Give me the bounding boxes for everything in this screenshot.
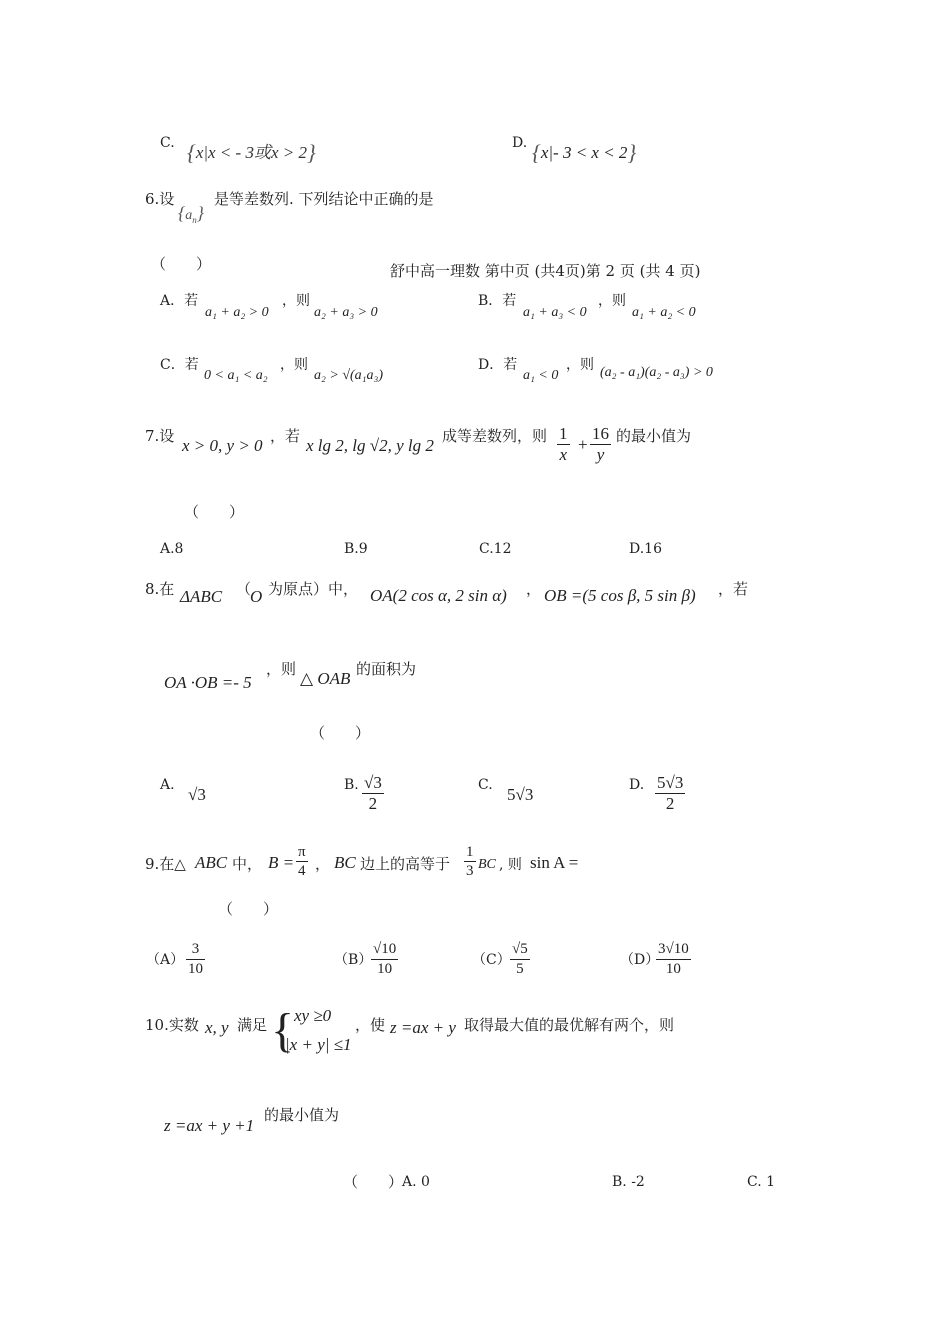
q9-bc-2: BC <box>478 857 496 872</box>
q6-option-c-then: ，则 <box>280 357 308 373</box>
q10-stem2: 的最小值为 <box>264 1106 340 1124</box>
page-header: 舒中高一理数 第中页 (共4页)第 2 页 (共 4 页) <box>390 262 701 280</box>
q9-option-c-label: （C） <box>472 952 511 968</box>
q8-option-a-label: A. <box>160 777 175 793</box>
q7-option-a: A.8 <box>160 541 184 557</box>
q9-angle-b: B = <box>268 853 295 872</box>
q10-shi: ，使 <box>355 1016 386 1034</box>
q8-option-d-label: D. <box>629 777 645 793</box>
q8-vector-oa: OA(2 cos α, 2 sin α) <box>370 586 507 605</box>
q9-ze: , 则 <box>499 857 522 873</box>
q9-option-b-label: （B） <box>334 952 373 968</box>
q7-condition: x > 0, y > 0 <box>182 436 263 455</box>
q7-sequence: x lg 2, lg √2, y lg 2 <box>306 436 434 455</box>
q8-stem2: 的面积为 <box>356 660 417 678</box>
q6-option-a-then: ，则 <box>282 293 310 309</box>
q8-answer-paren: （ ） <box>310 724 371 742</box>
q6-option-a-result: a₂ + a₃ > 0 <box>314 305 378 320</box>
q6-option-b-result: a₁ + a₂ < 0 <box>632 305 696 320</box>
q10-option-c: C. 1 <box>747 1174 776 1190</box>
q6-option-d-then: ，则 <box>566 357 594 373</box>
q7-answer-paren: （ ） <box>184 503 245 521</box>
q7-tail: 的最小值为 <box>616 427 692 445</box>
q10-satisfy: 满足 <box>237 1016 268 1034</box>
q8-option-b-fraction: $\frac{√3}{2}$ <box>364 773 382 813</box>
q6-option-c-label: C．若 <box>160 357 199 373</box>
q9-comma: ， <box>315 855 331 873</box>
q9-triangle: ABC <box>195 853 228 872</box>
q9-option-a-label: （A） <box>146 952 185 968</box>
q5-option-c-expr: {x|x < - 3或x > 2} <box>187 140 316 165</box>
q6-option-b-label: B．若 <box>478 293 517 309</box>
q9-bc: BC <box>334 853 356 872</box>
q10-answer-paren: （ ） <box>343 1173 404 1191</box>
q10-option-b: B. -2 <box>612 1174 645 1190</box>
q8-comma: ， <box>526 580 542 598</box>
q8-option-b-label: B. <box>344 777 359 793</box>
q8-ruo: ，若 <box>718 580 749 598</box>
q6-option-b-cond: a₁ + a₃ < 0 <box>523 305 587 320</box>
q6-option-d-cond: a₁ < 0 <box>523 368 559 383</box>
q7-stem: 成等差数列，则 <box>442 427 548 445</box>
q8-note: 为原点）中， <box>268 580 359 598</box>
q6-option-a-cond: a₁ + a₂ > 0 <box>205 305 269 320</box>
q9-number: 9.在△ <box>145 855 186 873</box>
q8-vector-ob: OB =(5 cos β, 5 sin β) <box>544 586 696 605</box>
q6-option-a-label: A．若 <box>160 293 199 309</box>
q7-option-b: B.9 <box>344 541 368 557</box>
q10-constraint-2: |x + y| ≤1 <box>285 1035 352 1054</box>
q10-objective: z =ax + y <box>390 1018 456 1037</box>
q8-dot-product: OA ·OB =- 5 <box>164 673 252 692</box>
q6-option-d-result: (a₂ - a₁)(a₂ - a₃) > 0 <box>600 365 713 380</box>
q7-fraction-2: $\frac{16}{y}$ <box>592 424 609 464</box>
q9-one-third: $\frac{1}{3}$ <box>466 844 474 879</box>
q10-variables: x, y <box>205 1018 229 1037</box>
q8-option-a-value: √3 <box>188 785 206 804</box>
q8-triangle: ΔABC <box>180 587 223 606</box>
q9-option-c-fraction: $\frac{√5}{5}$ <box>512 941 528 977</box>
q5-option-c-label: C. <box>160 135 175 151</box>
q9-option-b-fraction: $\frac{√10}{10}$ <box>373 941 397 977</box>
q7-number: 7.设 <box>145 427 175 445</box>
q6-stem: 是等差数列. 下列结论中正确的是 <box>214 190 434 208</box>
q9-sin-a: sin A = <box>530 853 579 872</box>
q6-option-c-result: a₂ > √(a₁a₃) <box>314 368 384 383</box>
q8-triangle-oab: △ OAB <box>300 669 351 688</box>
q10-objective-2: z =ax + y +1 <box>164 1116 255 1135</box>
q8-option-d-fraction: $\frac{5√3}{2}$ <box>657 773 684 813</box>
q8-origin: O <box>250 587 263 606</box>
q10-constraint-1: xy ≥0 <box>294 1006 332 1025</box>
q8-number: 8.在 <box>145 580 175 598</box>
q6-option-b-then: ，则 <box>598 293 626 309</box>
q6-sequence: $\{a_n\}$ <box>178 203 204 225</box>
q8-ze: ，则 <box>266 660 297 678</box>
q8-note-open: （ <box>236 580 252 598</box>
q8-option-c-label: C. <box>478 777 493 793</box>
q10-number: 10.实数 <box>145 1016 199 1034</box>
q7-fraction-1: $\frac{1}{x}$ <box>559 424 568 464</box>
q10-system-brace: { <box>271 1004 295 1057</box>
q9-answer-paren: （ ） <box>218 900 279 918</box>
q9-option-d-label: （D） <box>620 952 660 968</box>
q6-option-c-cond: 0 < a₁ < a₂ <box>204 368 268 383</box>
q10-stem: 取得最大值的最优解有两个，则 <box>464 1016 675 1034</box>
q7-plus: + <box>578 435 588 454</box>
q6-answer-paren: （ ） <box>151 255 212 273</box>
q7-ruo: ，若 <box>270 427 301 445</box>
q9-stem: 边上的高等于 <box>360 855 451 873</box>
q5-option-d-expr: {x|- 3 < x < 2} <box>532 140 637 165</box>
q9-option-d-fraction: $\frac{3√10}{10}$ <box>658 941 689 977</box>
q9-zhong: 中， <box>232 855 263 873</box>
q6-option-d-label: D．若 <box>478 357 518 373</box>
q9-option-a-fraction: $\frac{3}{10}$ <box>188 941 203 977</box>
q8-option-c-value: 5√3 <box>507 785 534 804</box>
q5-option-d-label: D. <box>512 135 528 151</box>
q7-option-d: D.16 <box>629 541 662 557</box>
q6-number: 6.设 <box>145 190 175 208</box>
q9-pi-over-4: $\frac{\pi}{4}$ <box>298 844 306 879</box>
q7-option-c: C.12 <box>479 541 512 557</box>
q10-option-a: A. 0 <box>402 1174 430 1190</box>
